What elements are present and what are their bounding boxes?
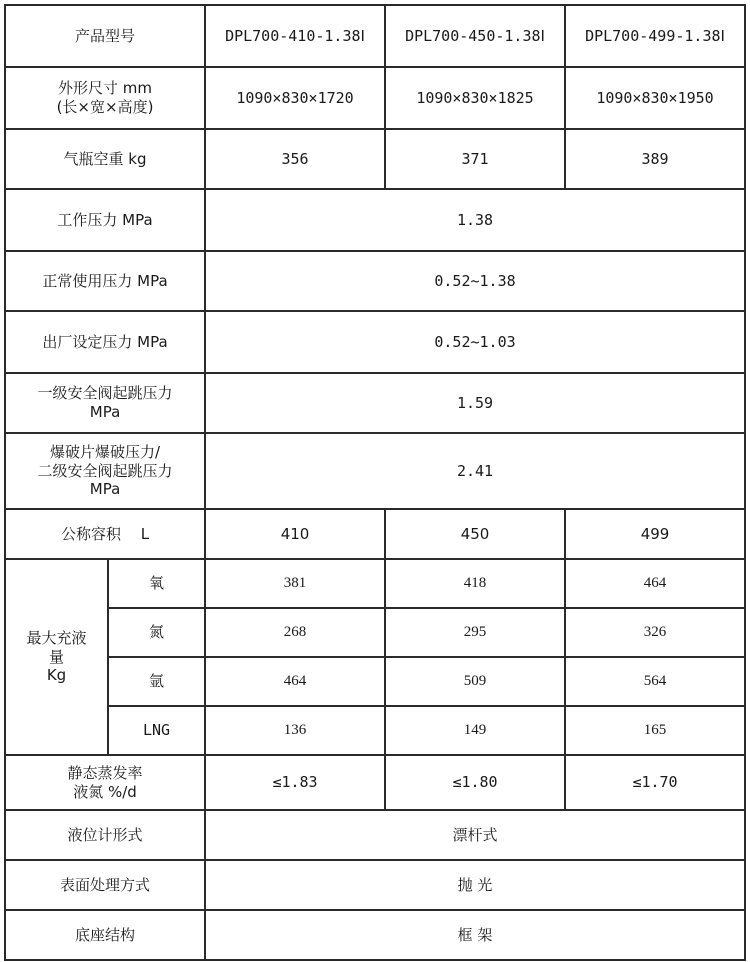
evaporation-label-line1: 静态蒸发率: [67, 763, 143, 782]
dimensions-label: [5, 67, 205, 129]
row-max-fill-oxygen: [5, 559, 745, 608]
dimensions-label-line1: 外形尺寸 mm: [58, 79, 152, 98]
row-factory-pressure: [5, 311, 745, 373]
nominal-volume-1: 410: [205, 509, 385, 559]
evaporation-label: [5, 755, 205, 810]
max-fill-lng-2: 149: [385, 706, 565, 755]
level-gauge-label: 液位计形式: [5, 810, 205, 860]
primary-relief-label: [5, 373, 205, 433]
max-fill-oxygen-2: 418: [385, 559, 565, 608]
gas-nitrogen: 氮: [108, 608, 205, 657]
burst-disc-label: [5, 433, 205, 509]
surface-value: 抛 光: [205, 860, 745, 910]
row-max-fill-nitrogen: [5, 608, 745, 657]
max-fill-oxygen-1: 381: [205, 559, 385, 608]
factory-pressure-label: 出厂设定压力 MPa: [5, 311, 205, 373]
model-1: DPL700-410-1.38Ⅰ: [205, 5, 385, 67]
max-fill-argon-2: 509: [385, 657, 565, 706]
model-2: DPL700-450-1.38Ⅰ: [385, 5, 565, 67]
evaporation-2: ≤1.80: [385, 755, 565, 810]
model-3: DPL700-499-1.38Ⅰ: [565, 5, 745, 67]
max-fill-nitrogen-3: 326: [565, 608, 745, 657]
dimensions-label-line2: (长×宽×高度): [56, 98, 154, 116]
nominal-volume-3: 499: [565, 509, 745, 559]
row-primary-relief: [5, 373, 745, 433]
max-fill-nitrogen-1: 268: [205, 608, 385, 657]
dimensions-2: 1090×830×1825: [385, 67, 565, 129]
normal-pressure-label: 正常使用压力 MPa: [5, 251, 205, 311]
primary-relief-label-line2: MPa: [89, 403, 121, 421]
max-fill-oxygen-3: 464: [565, 559, 745, 608]
row-working-pressure: [5, 189, 745, 251]
evaporation-1: ≤1.83: [205, 755, 385, 810]
working-pressure-label: 工作压力 MPa: [5, 189, 205, 251]
surface-label: 表面处理方式: [5, 860, 205, 910]
evaporation-3: ≤1.70: [565, 755, 745, 810]
level-gauge-value: 漂杆式: [205, 810, 745, 860]
nominal-volume-2: 450: [385, 509, 565, 559]
working-pressure-value: 1.38: [205, 189, 745, 251]
row-surface: [5, 860, 745, 910]
burst-disc-label-line1: 爆破片爆破压力/: [49, 442, 161, 461]
nominal-volume-label: 公称容积 L: [5, 509, 205, 559]
row-nominal-volume: [5, 509, 745, 559]
primary-relief-label-line1: 一级安全阀起跳压力: [37, 384, 173, 403]
empty-weight-3: 389: [565, 129, 745, 189]
empty-weight-label: 气瓶空重 kg: [5, 129, 205, 189]
burst-disc-label-line3: MPa: [89, 480, 121, 499]
row-max-fill-argon: [5, 657, 745, 706]
primary-relief-value: 1.59: [205, 373, 745, 433]
row-dimensions: [5, 67, 745, 129]
row-max-fill-lng: [5, 706, 745, 755]
max-fill-lng-3: 165: [565, 706, 745, 755]
gas-argon: 氩: [108, 657, 205, 706]
gas-oxygen: 氧: [108, 559, 205, 608]
burst-disc-label-line2: 二级安全阀起跳压力: [37, 461, 173, 480]
empty-weight-1: 356: [205, 129, 385, 189]
spec-table: [4, 4, 746, 961]
model-label: 产品型号: [5, 5, 205, 67]
empty-weight-2: 371: [385, 129, 565, 189]
max-fill-lng-1: 136: [205, 706, 385, 755]
dimensions-3: 1090×830×1950: [565, 67, 745, 129]
row-model: [5, 5, 745, 67]
row-empty-weight: [5, 129, 745, 189]
max-fill-argon-3: 564: [565, 657, 745, 706]
base-label: 底座结构: [5, 910, 205, 960]
row-evaporation: [5, 755, 745, 810]
row-base: [5, 910, 745, 960]
max-fill-label-line3: Kg: [46, 666, 67, 685]
evaporation-label-line2: 液氮 %/d: [73, 782, 137, 801]
max-fill-label-line2: 量: [48, 647, 64, 666]
max-fill-nitrogen-2: 295: [385, 608, 565, 657]
burst-disc-value: 2.41: [205, 433, 745, 509]
row-burst-disc: [5, 433, 745, 509]
max-fill-label-line1: 最大充液: [26, 628, 87, 647]
row-level-gauge: [5, 810, 745, 860]
gas-lng: LNG: [108, 706, 205, 755]
max-fill-argon-1: 464: [205, 657, 385, 706]
factory-pressure-value: 0.52~1.03: [205, 311, 745, 373]
dimensions-1: 1090×830×1720: [205, 67, 385, 129]
row-normal-pressure: [5, 251, 745, 311]
normal-pressure-value: 0.52~1.38: [205, 251, 745, 311]
max-fill-label: [5, 559, 108, 755]
base-value: 框 架: [205, 910, 745, 960]
